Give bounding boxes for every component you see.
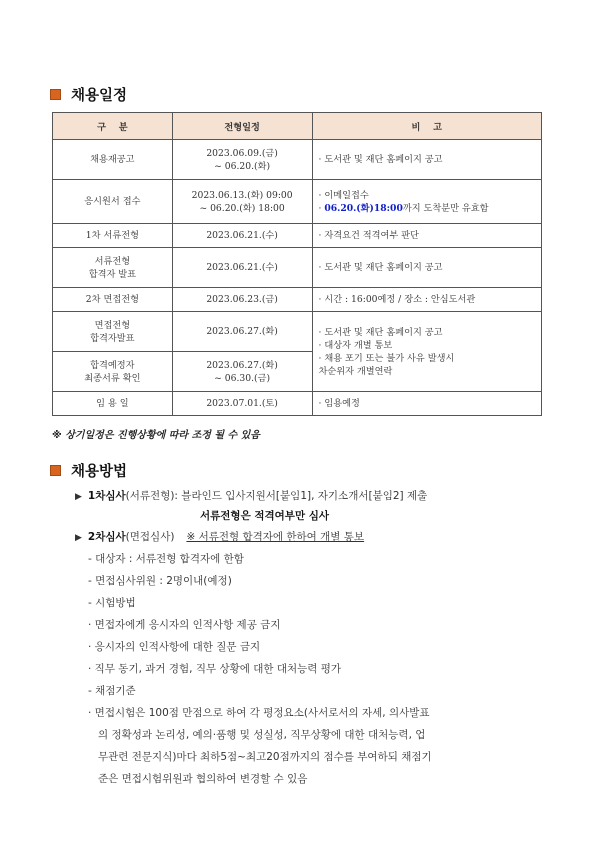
list-item: - 면접심사위원 : 2명이내(예정) [88, 575, 232, 587]
section-title: 채용방법 [71, 464, 128, 480]
row-date: 2023.06.23.(금) [172, 288, 312, 312]
row-date: 2023.06.13.(화) 09:00 ~ 06.20.(화) 18:00 [172, 180, 312, 224]
table-row [53, 224, 542, 248]
table-row [53, 180, 542, 224]
row-category: 응시원서 접수 [53, 180, 173, 224]
schedule-table [52, 112, 542, 416]
triangle-right-icon: ▶ [75, 533, 82, 543]
table-row [53, 392, 542, 416]
criteria-line: · 면접시험은 100점 만점으로 하여 각 평정요소(사서로서의 자세, 의사발표 [88, 707, 430, 719]
square-bullet-icon [50, 89, 61, 100]
section-heading-schedule [50, 84, 127, 105]
row-remarks-merged: · 도서관 및 재단 홈페이지 공고 · 대상자 개별 통보 · 채용 포기 또는 불가 사유 발생시 차순위자 개별연락 [312, 312, 542, 392]
row-category: 2차 면접전형 [53, 288, 173, 312]
row-remarks: · 도서관 및 재단 홈페이지 공고 [312, 140, 542, 180]
list-item: - 채점기준 [88, 685, 136, 697]
list-item: - 대상자 : 서류전형 합격자에 한함 [88, 553, 244, 565]
col-header-date: 전형일정 [172, 113, 312, 140]
table-row [53, 248, 542, 288]
row-category: 임 용 일 [53, 392, 173, 416]
stage2-notice: ※ 서류전형 합격자에 한하여 개별 통보 [186, 531, 365, 543]
table-header-row [53, 113, 542, 140]
section-heading-method [50, 460, 127, 481]
col-header-remarks: 비 고 [312, 113, 542, 140]
section-title: 채용일정 [71, 88, 128, 104]
row-date: 2023.06.21.(수) [172, 224, 312, 248]
triangle-right-icon: ▶ [75, 492, 82, 502]
row-date: 2023.06.27.(화) ~ 06.30.(금) [172, 352, 312, 392]
stage1-sub: 서류전형은 적격여부만 심사 [200, 510, 330, 522]
stage2-line: ▶ 2차심사(면접심사) ※ 서류전형 합격자에 한하여 개별 통보 [75, 531, 365, 543]
row-date: 2023.06.21.(수) [172, 248, 312, 288]
row-category: 1차 서류전형 [53, 224, 173, 248]
row-remarks: · 자격요건 적격여부 판단 [312, 224, 542, 248]
list-item: · 면접자에게 응시자의 인적사항 제공 금지 [88, 619, 281, 631]
row-date: 2023.06.09.(금) ~ 06.20.(화) [172, 140, 312, 180]
col-header-category: 구 분 [53, 113, 173, 140]
row-category: 합격예정자 최종서류 확인 [53, 352, 173, 392]
criteria-line: 의 정확성과 논리성, 예의·품행 및 성실성, 직무상황에 대한 대처능력, 업 [98, 729, 426, 741]
list-item: - 시험방법 [88, 597, 136, 609]
row-category: 면접전형 합격자발표 [53, 312, 173, 352]
row-date: 2023.06.27.(화) [172, 312, 312, 352]
criteria-line: 무관련 전문지식)마다 최하5점~최고20점까지의 점수를 부여하되 채점기 [98, 751, 432, 763]
criteria-line: 준은 면접시험위원과 협의하여 변경할 수 있음 [98, 773, 308, 785]
row-remarks: · 도서관 및 재단 홈페이지 공고 [312, 248, 542, 288]
schedule-notice: ※ 상기일정은 진행상황에 따라 조정 될 수 있음 [52, 430, 260, 441]
deadline-highlight: 06.20.(화)18:00 [324, 202, 403, 214]
table-row [53, 312, 542, 352]
list-item: · 직무 동기, 과거 경험, 직무 상황에 대한 대처능력 평가 [88, 663, 342, 675]
table-row [53, 288, 542, 312]
list-item: · 응시자의 인적사항에 대한 질문 금지 [88, 641, 261, 653]
row-remarks: · 임용예정 [312, 392, 542, 416]
stage1-line: ▶ 1차심사(서류전형): 블라인드 입사지원서[붙임1], 자기소개서[붙임2] 제출 [75, 490, 428, 502]
row-remarks: · 이메일접수 · 06.20.(화)18:00까지 도착분만 유효함 [312, 180, 542, 224]
square-bullet-icon [50, 465, 61, 476]
row-category: 채용재공고 [53, 140, 173, 180]
row-date: 2023.07.01.(토) [172, 392, 312, 416]
row-remarks: · 시간 : 16:00예정 / 장소 : 안심도서관 [312, 288, 542, 312]
table-row [53, 140, 542, 180]
row-category: 서류전형 합격자 발표 [53, 248, 173, 288]
